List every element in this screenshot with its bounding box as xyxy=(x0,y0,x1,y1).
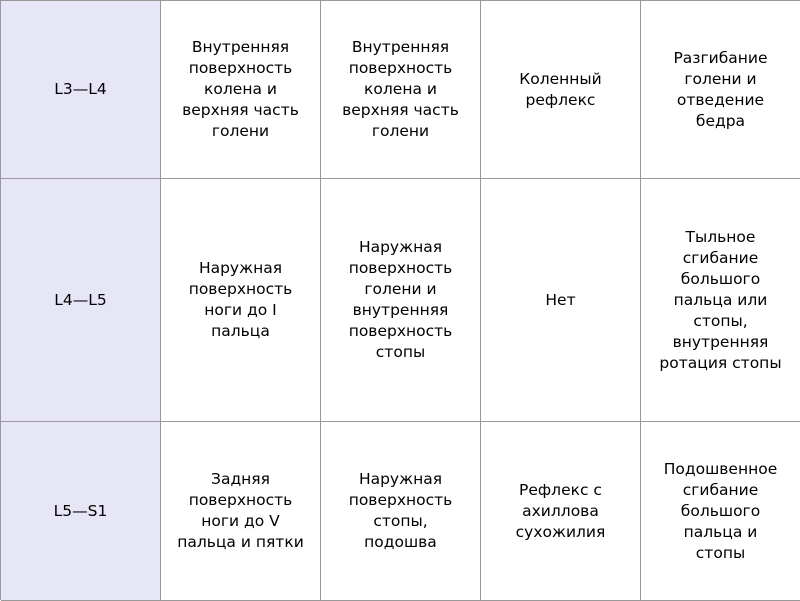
cell-r2-c5: Тыльное сгибание большого пальца или стопы, внутренняя ротация стопы xyxy=(641,179,800,422)
cell-r2-c3: Наружная поверхность голени и внутренняя поверхность стопы xyxy=(321,179,481,422)
cell-r1-c2: Внутренняя поверхность колена и верхняя часть голени xyxy=(161,1,321,179)
cell-r2-c4: Нет xyxy=(481,179,641,422)
cell-r1-c5: Разгибание голени и отведение бедра xyxy=(641,1,800,179)
cell-r2-c2: Наружная поверхность ноги до I пальца xyxy=(161,179,321,422)
cell-r3-c3: Наружная поверхность стопы, подошва xyxy=(321,422,481,601)
cell-r1-c4: Коленный рефлекс xyxy=(481,1,641,179)
cell-r3-c2: Задняя поверхность ноги до V пальца и пятки xyxy=(161,422,321,601)
row-level-l3-l4: L3—L4 xyxy=(1,1,161,179)
cell-r1-c3: Внутренняя поверхность колена и верхняя часть голени xyxy=(321,1,481,179)
row-level-l5-s1: L5—S1 xyxy=(1,422,161,601)
cell-r3-c5: Подошвенное сгибание большого пальца и стопы xyxy=(641,422,800,601)
row-level-l4-l5: L4—L5 xyxy=(1,179,161,422)
cell-r3-c4: Рефлекс с ахиллова сухожилия xyxy=(481,422,641,601)
